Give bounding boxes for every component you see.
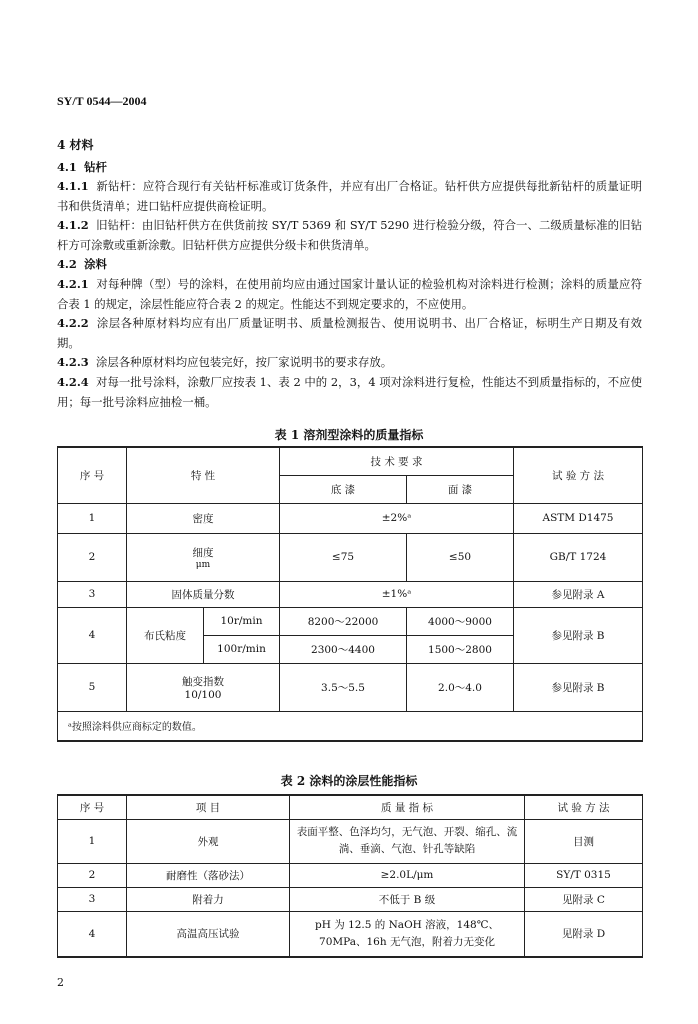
t2-row3-no: 3 [58, 887, 127, 911]
para-4-2-1: 4.2.1 对每种牌（型）号的涂料，在使用前均应由通过国家计量认证的检验机构对涂料进行检测；涂料的质量应符合表 1 的规定，涂层性能应符合表 2 的规定。性能达不到规定要求的，不应使用。 [57, 277, 642, 311]
t1-row3-value: ±1%ᵃ [280, 581, 514, 607]
t2-row3-method: 见附录 C [525, 887, 643, 911]
t1-row4-method: 参见附录 B [514, 607, 643, 663]
page-number: 2 [57, 976, 64, 989]
t2-row4-no: 4 [58, 911, 127, 957]
t1-row1-method: ASTM D1475 [514, 503, 643, 533]
t1-row3-prop: 固体质量分数 [127, 581, 280, 607]
t1-head-no: 序 号 [58, 447, 127, 503]
t1-row4-sub2: 100r/min [204, 635, 280, 663]
t1-row3-method: 参见附录 A [514, 581, 643, 607]
t1-row4-no: 4 [58, 607, 127, 663]
para-4-2-2: 4.2.2 涂层各种原材料均应有出厂质量证明书、质量检测报告、使用说明书、出厂合格证，标明生产日期及有效期。 [57, 316, 642, 350]
t1-row4-sub1-topcoat: 4000～9000 [407, 607, 514, 635]
table1-caption: 表 1 溶剂型涂料的质量指标 [274, 428, 424, 442]
t1-head-topcoat: 面 漆 [407, 475, 514, 503]
t1-row4-sub1-primer: 8200～22000 [280, 607, 407, 635]
t1-row1-value: ±2%ᵃ [280, 503, 514, 533]
t1-row5-method: 参见附录 B [514, 663, 643, 711]
t1-row2-topcoat: ≤50 [407, 533, 514, 581]
section-title: 4 材料 [57, 138, 94, 152]
t1-row3-no: 3 [58, 581, 127, 607]
para-4-1-1: 4.1.1 新钻杆：应符合现行有关钻杆标准或订货条件，并应有出厂合格证。钻杆供方应提供每批新钻杆的质量证明书和供货清单；进口钻杆应提供商检证明。 [57, 179, 642, 213]
t1-row2-primer: ≤75 [280, 533, 407, 581]
t2-row4-method: 见附录 D [525, 911, 643, 957]
t2-row2-req: ≥2.0L/μm [290, 863, 525, 887]
t1-row2-prop: 细度 μm [127, 533, 280, 581]
t2-row1-method: 目测 [525, 819, 643, 863]
table2 [57, 794, 643, 958]
t2-row3-req: 不低于 B 级 [290, 887, 525, 911]
t1-row2-no: 2 [58, 533, 127, 581]
t1-row5-no: 5 [58, 663, 127, 711]
t1-row1-no: 1 [58, 503, 127, 533]
t2-row2-no: 2 [58, 863, 127, 887]
t1-row2-method: GB/T 1724 [514, 533, 643, 581]
t1-row5-topcoat: 2.0～4.0 [407, 663, 514, 711]
t1-head-req: 技 术 要 求 [280, 447, 514, 475]
t2-row1-req: 表面平整、色泽均匀，无气泡、开裂、缩孔、流淌、垂滴、气泡、针孔等缺陷 [290, 819, 525, 863]
t2-row4-req: pH 为 12.5 的 NaOH 溶液，148℃、70MPa、16h 无气泡，附着力无变化 [290, 911, 525, 957]
table2-caption: 表 2 涂料的涂层性能指标 [280, 774, 418, 788]
t1-row5-prop: 触变指数 10/100 [127, 663, 280, 711]
t2-row1-no: 1 [58, 819, 127, 863]
t2-head-method: 试 验 方 法 [525, 795, 643, 819]
table1 [57, 446, 643, 742]
para-4-1-2: 4.1.2 旧钻杆：由旧钻杆供方在供货前按 SY/T 5369 和 SY/T 5290 进行检验分级，符合一、二级质量标准的旧钻杆方可涂敷或重新涂敷。旧钻杆供方应提供分级卡和供货清单。 [57, 218, 642, 252]
t2-head-no: 序 号 [58, 795, 127, 819]
t1-row5-primer: 3.5～5.5 [280, 663, 407, 711]
para-4-2-4: 4.2.4 对每一批号涂料，涂敷厂应按表 1、表 2 中的 2，3，4 项对涂料进行复检，性能达不到质量指标的，不应使用；每一批号涂料应抽检一桶。 [57, 375, 643, 409]
t2-row4-item: 高温高压试验 [127, 911, 290, 957]
para-4-2-3: 4.2.3 涂层各种原材料均应包装完好，按厂家说明书的要求存放。 [57, 355, 393, 369]
t2-head-req: 质 量 指 标 [290, 795, 525, 819]
t1-head-primer: 底 漆 [280, 475, 407, 503]
t1-row4-sub2-primer: 2300～4400 [280, 635, 407, 663]
t1-row1-prop: 密度 [127, 503, 280, 533]
t1-footnote: ᵃ按照涂料供应商标定的数值。 [58, 711, 643, 741]
doc-header: SY/T 0544—2004 [57, 94, 147, 108]
t2-row1-item: 外观 [127, 819, 290, 863]
t2-head-item: 项 目 [127, 795, 290, 819]
t2-row3-item: 附着力 [127, 887, 290, 911]
t1-row4-sub2-topcoat: 1500～2800 [407, 635, 514, 663]
t2-row2-item: 耐磨性（落砂法） [127, 863, 290, 887]
t2-row2-method: SY/T 0315 [525, 863, 643, 887]
t1-head-method: 试 验 方 法 [514, 447, 643, 503]
para-4-2: 4.2 涂料 [57, 257, 107, 271]
t1-row4-sub1: 10r/min [204, 607, 280, 635]
t1-row4-prop: 布氏粘度 [127, 607, 204, 663]
t1-head-prop: 特 性 [127, 447, 280, 503]
para-4-1: 4.1 钻杆 [57, 160, 107, 174]
